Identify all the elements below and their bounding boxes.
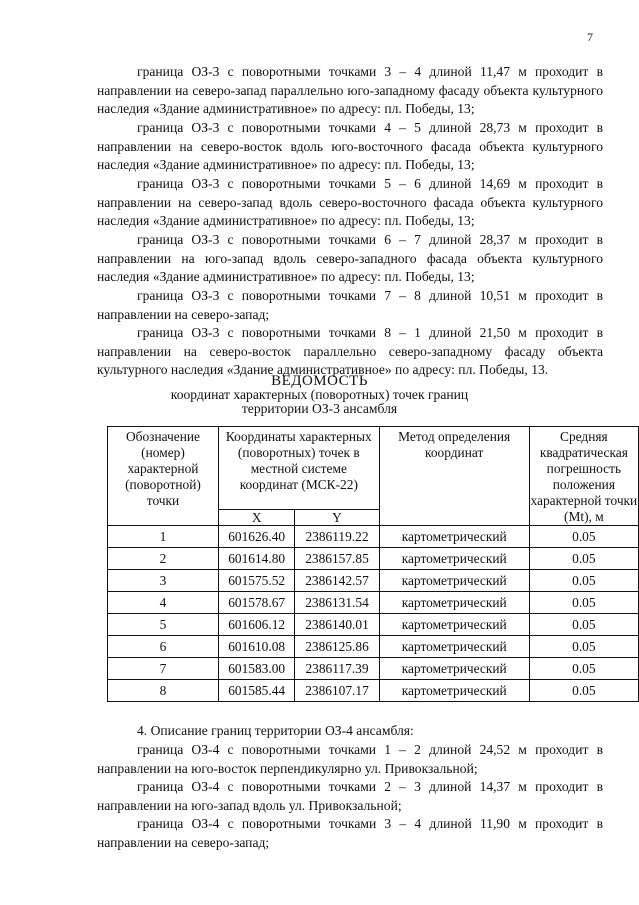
cell-y: 2386125.86	[295, 636, 379, 658]
table-row	[108, 526, 639, 548]
cell-method: картометрический	[379, 570, 529, 592]
cell-y: 2386157.85	[295, 548, 379, 570]
cell-y: 2386107.17	[295, 680, 379, 702]
statement-title-line2: координат характерных (поворотных) точек границ	[170, 387, 469, 402]
paragraph-bottom-2: граница ОЗ-4 с поворотными точками 2 – 3 длиной 14,37 м проходит в направлении на юго-запад вдоль ул. Привокзальной;	[97, 779, 603, 813]
cell-method: картометрический	[379, 614, 529, 636]
cell-method: картометрический	[379, 526, 529, 548]
paragraph-top-3: граница ОЗ-3 с поворотными точками 5 – 6 длиной 14,69 м проходит в направлении на северо-запад вдоль северо-восточного фасада объекта культурного наследия «Здание административное» по адресу: пл. Победы, 13;	[97, 176, 603, 229]
table-row	[108, 570, 639, 592]
section4-heading: 4. Описание границ территории ОЗ-4 ансамбля:	[137, 723, 414, 738]
cell-point: 4	[108, 592, 219, 614]
paragraph-top-1: граница ОЗ-3 с поворотными точками 3 – 4 длиной 11,47 м проходит в направлении на северо-запад параллельно юго-западному фасаду объекта культурного наследия «Здание административное» по адресу: пл. Победы, 13;	[97, 64, 603, 117]
paragraph-top-4: граница ОЗ-3 с поворотными точками 6 – 7 длиной 28,37 м проходит в направлении на юго-запад вдоль северо-западного фасада объекта культурного наследия «Здание административное» по адресу: пл. Победы, 13;	[97, 232, 603, 285]
cell-point: 2	[108, 548, 219, 570]
cell-error: 0.05	[529, 614, 638, 636]
cell-method: картометрический	[379, 636, 529, 658]
cell-method: картометрический	[379, 658, 529, 680]
cell-x: 601583.00	[218, 658, 294, 680]
statement-title-line3: территории ОЗ-3 ансамбля	[241, 401, 398, 416]
cell-point: 7	[108, 658, 219, 680]
cell-x: 601610.08	[218, 636, 294, 658]
cell-point: 8	[108, 680, 219, 702]
header-point: Обозначение (номер) характерной (поворотной) точки	[108, 427, 219, 526]
cell-error: 0.05	[529, 592, 638, 614]
table-row	[108, 592, 639, 614]
cell-error: 0.05	[529, 636, 638, 658]
cell-point: 5	[108, 614, 219, 636]
table-row	[108, 680, 639, 702]
cell-y: 2386131.54	[295, 592, 379, 614]
cell-error: 0.05	[529, 526, 638, 548]
cell-y: 2386119.22	[295, 526, 379, 548]
statement-title-main: ВЕДОМОСТЬ	[271, 373, 368, 389]
cell-error: 0.05	[529, 570, 638, 592]
cell-y: 2386117.39	[295, 658, 379, 680]
paragraph-top-5: граница ОЗ-3 с поворотными точками 7 – 8 длиной 10,51 м проходит в направлении на северо-запад;	[97, 288, 603, 322]
header-error: Средняя квадратическая погрешность положения характерной точки (Mt), м	[529, 427, 638, 526]
header-method: Метод определения координат	[379, 427, 529, 526]
cell-error: 0.05	[529, 658, 638, 680]
cell-x: 601614.80	[218, 548, 294, 570]
cell-error: 0.05	[529, 680, 638, 702]
header-x: X	[218, 510, 294, 526]
paragraph-top-2: граница ОЗ-3 с поворотными точками 4 – 5 длиной 28,73 м проходит в направлении на северо-восток вдоль юго-восточного фасада объекта культурного наследия «Здание административное» по адресу: пл. Победы, 13;	[97, 120, 603, 173]
table-row	[108, 548, 639, 570]
cell-x: 601575.52	[218, 570, 294, 592]
cell-method: картометрический	[379, 592, 529, 614]
paragraph-top-6: граница ОЗ-3 с поворотными точками 8 – 1 длиной 21,50 м проходит в направлении на северо-восток параллельно северо-западному фасаду объекта культурного наследия «Здание административное» по адресу: пл. Победы, 13.	[97, 325, 603, 378]
paragraph-bottom-1: граница ОЗ-4 с поворотными точками 1 – 2 длиной 24,52 м проходит в направлении на юго-восток перпендикулярно ул. Привокзальной;	[97, 742, 603, 776]
table-row	[108, 658, 639, 680]
cell-method: картометрический	[379, 548, 529, 570]
header-y: Y	[295, 510, 379, 526]
cell-point: 3	[108, 570, 219, 592]
statement-title	[0, 374, 639, 416]
cell-point: 6	[108, 636, 219, 658]
cell-x: 601626.40	[218, 526, 294, 548]
cell-x: 601606.12	[218, 614, 294, 636]
table-row	[108, 636, 639, 658]
cell-y: 2386142.57	[295, 570, 379, 592]
cell-point: 1	[108, 526, 219, 548]
table-row	[108, 614, 639, 636]
cell-error: 0.05	[529, 548, 638, 570]
cell-x: 601585.44	[218, 680, 294, 702]
page-number: 7	[587, 30, 593, 44]
paragraph-bottom-3: граница ОЗ-4 с поворотными точками 3 – 4 длиной 11,90 м проходит в направлении на северо-запад;	[97, 816, 603, 850]
cell-method: картометрический	[379, 680, 529, 702]
cell-y: 2386140.01	[295, 614, 379, 636]
coordinates-table	[107, 426, 639, 702]
cell-x: 601578.67	[218, 592, 294, 614]
header-coords: Координаты характерных (поворотных) точек в местной системе координат (МСК-22)	[218, 427, 379, 510]
